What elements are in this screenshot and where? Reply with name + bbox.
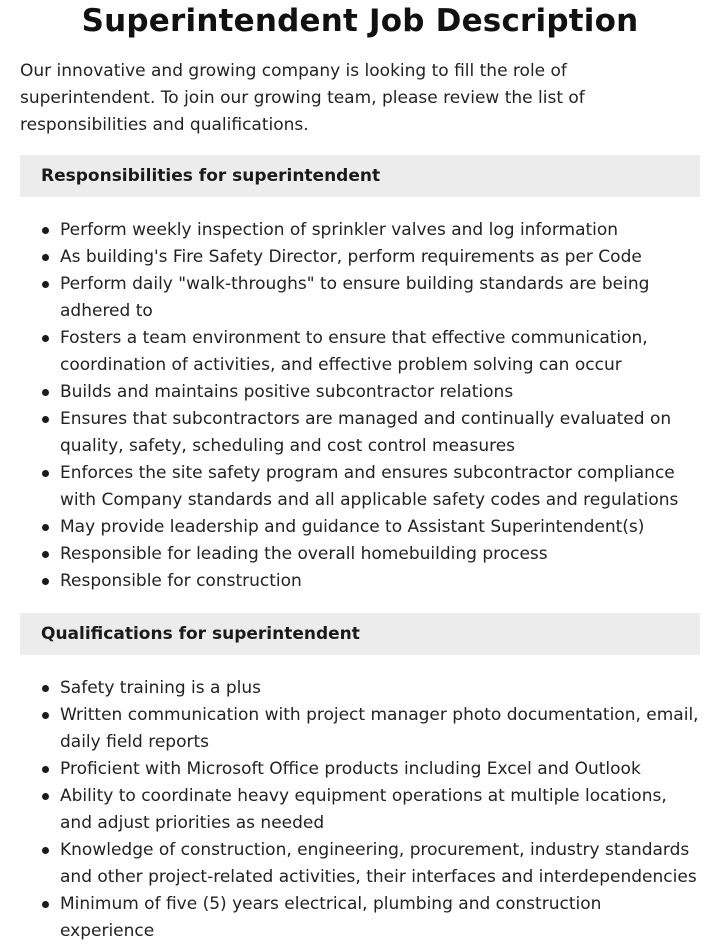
list-item-text: Proficient with Microsoft Office products including Excel and Outlook — [60, 759, 641, 779]
list-item — [20, 406, 700, 460]
list-item — [20, 783, 700, 837]
list-item — [20, 514, 700, 541]
list-item-text: Enforces the site safety program and ensures subcontractor compliance with Company standards and all applicable safety codes and regulations — [60, 463, 679, 510]
list-item — [20, 541, 700, 568]
list-item-text: Responsible for leading the overall homebuilding process — [60, 544, 548, 564]
list-item-text: Safety training is a plus — [60, 678, 261, 698]
bullet-icon — [42, 524, 49, 531]
responsibilities-heading: Responsibilities for superintendent — [20, 155, 700, 197]
list-item-text: As building's Fire Safety Director, perform requirements as per Code — [60, 247, 642, 267]
bullet-icon — [42, 416, 49, 423]
bullet-icon — [42, 281, 49, 288]
responsibilities-list — [20, 217, 700, 595]
list-item-text: Builds and maintains positive subcontractor relations — [60, 382, 514, 402]
bullet-icon — [42, 847, 49, 854]
list-item-text: Responsible for construction — [60, 571, 302, 591]
list-item — [20, 460, 700, 514]
qualifications-list — [20, 675, 700, 945]
list-item-text: Ensures that subcontractors are managed and continually evaluated on quality, safety, scheduling and cost control measures — [60, 409, 672, 456]
qualifications-heading: Qualifications for superintendent — [20, 613, 700, 655]
bullet-icon — [42, 578, 49, 585]
bullet-icon — [42, 551, 49, 558]
page-title: Superintendent Job Description — [81, 3, 639, 39]
bullet-icon — [42, 227, 49, 234]
list-item — [20, 702, 700, 756]
list-item — [20, 891, 700, 945]
bullet-icon — [42, 766, 49, 773]
bullet-icon — [42, 335, 49, 342]
list-item-text: Written communication with project manager photo documentation, email, daily field reports — [60, 705, 699, 752]
bullet-icon — [42, 793, 49, 800]
bullet-icon — [42, 712, 49, 719]
list-item — [20, 568, 700, 595]
list-item-text: Fosters a team environment to ensure that effective communication, coordination of activities, and effective problem solving can occur — [60, 328, 648, 375]
list-item — [20, 244, 700, 271]
list-item-text: Perform daily "walk-throughs" to ensure building standards are being adhered to — [60, 274, 650, 321]
list-item-text: Knowledge of construction, engineering, procurement, industry standards and other project-related activities, their interfaces and interdependencies — [60, 840, 697, 887]
list-item — [20, 271, 700, 325]
bullet-icon — [42, 470, 49, 477]
list-item-text: May provide leadership and guidance to Assistant Superintendent(s) — [60, 517, 645, 537]
bullet-icon — [42, 254, 49, 261]
list-item-text: Perform weekly inspection of sprinkler valves and log information — [60, 220, 619, 240]
list-item — [20, 217, 700, 244]
list-item — [20, 756, 700, 783]
bullet-icon — [42, 389, 49, 396]
list-item-text: Ability to coordinate heavy equipment operations at multiple locations, and adjust priorities as needed — [60, 786, 667, 833]
intro-paragraph: Our innovative and growing company is looking to fill the role of superintendent. To join our growing team, please review the list of responsibilities and qualifications. — [20, 61, 585, 135]
list-item — [20, 325, 700, 379]
list-item-text: Minimum of five (5) years electrical, plumbing and construction experience — [60, 894, 602, 941]
bullet-icon — [42, 685, 49, 692]
list-item — [20, 675, 700, 702]
bullet-icon — [42, 901, 49, 908]
list-item — [20, 837, 700, 891]
list-item — [20, 379, 700, 406]
